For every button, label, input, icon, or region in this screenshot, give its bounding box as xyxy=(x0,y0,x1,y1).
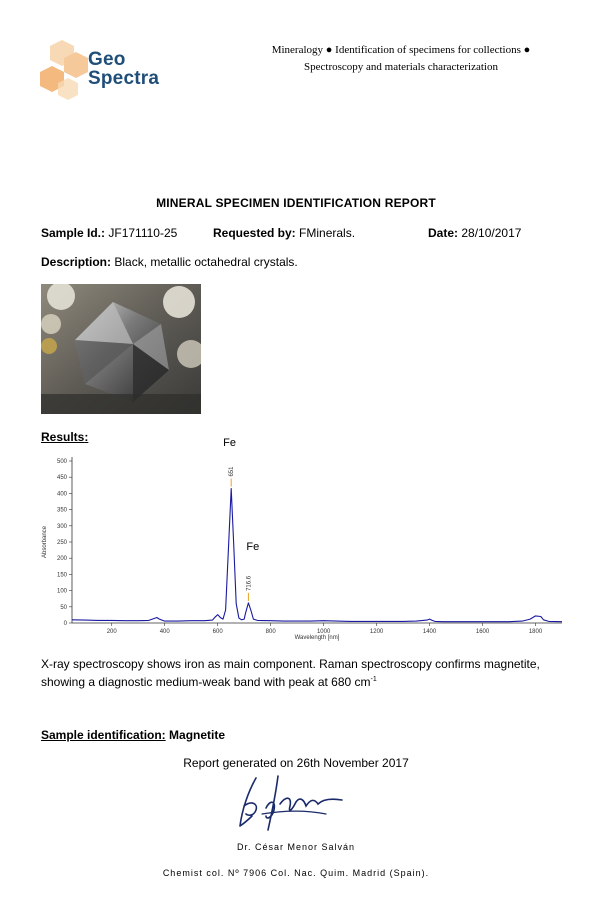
requested-by xyxy=(213,226,355,240)
company-tagline xyxy=(230,42,572,76)
x-tick-label: 200 xyxy=(106,629,117,635)
tagline-line-1: Mineralogy ● Identification of specimens for collections ● xyxy=(271,44,531,56)
y-tick-label: 0 xyxy=(63,621,67,627)
requested-by-label: Requested by: xyxy=(213,226,296,240)
paragraph-line-2 xyxy=(41,672,571,690)
logo-line-2: Spectra xyxy=(88,68,160,89)
sample-identification xyxy=(41,728,225,742)
x-tick-label: 1400 xyxy=(422,629,437,635)
sample-id xyxy=(41,226,177,240)
report-date xyxy=(428,226,521,240)
identification-label: Sample identification: xyxy=(41,728,166,742)
x-tick-label: 400 xyxy=(159,629,170,635)
results-paragraph xyxy=(41,656,571,690)
sample-id-value: JF171110-25 xyxy=(108,226,178,240)
y-tick-label: 50 xyxy=(60,604,67,611)
requested-by-value: FMinerals. xyxy=(299,226,356,240)
y-tick-label: 100 xyxy=(56,588,67,595)
y-tick-label: 300 xyxy=(56,523,67,530)
sample-id-label: Sample Id.: xyxy=(41,226,106,240)
signer-name: Dr. César Menor Salván xyxy=(236,842,356,852)
description xyxy=(41,255,298,269)
y-tick-label: 150 xyxy=(56,572,67,579)
x-tick-label: 600 xyxy=(212,629,223,635)
x-axis-label: Wavelength [nm] xyxy=(294,635,340,641)
wavenumber-exponent: -1 xyxy=(370,676,377,683)
date-label: Date: xyxy=(428,226,459,240)
report-generated: Report generated on 26th November 2017 xyxy=(183,756,409,770)
y-tick-label: 450 xyxy=(56,475,67,482)
y-tick-label: 200 xyxy=(56,556,67,563)
paragraph-line-2-text: showing a diagnostic medium-weak band with peak at 680 cm xyxy=(41,675,371,689)
signature xyxy=(226,770,366,834)
paragraph-line-1: X-ray spectroscopy shows iron as main component. Raman spectroscopy confirms magnetite, xyxy=(41,657,540,671)
element-annotation: Fe xyxy=(223,437,237,449)
spectrum-chart-svg xyxy=(36,432,566,647)
y-tick-label: 250 xyxy=(56,540,67,546)
peak-label: 716.6 xyxy=(246,575,253,591)
logo-wordmark xyxy=(88,50,159,88)
y-tick-label: 400 xyxy=(56,491,67,498)
date-value: 28/10/2017 xyxy=(461,226,522,240)
results-colon: : xyxy=(84,430,89,444)
tagline-line-2: Spectroscopy and materials characterization xyxy=(304,61,498,73)
logo-line-1: Geo xyxy=(88,49,126,70)
signature-icon xyxy=(226,770,366,834)
element-annotation: Fe xyxy=(246,541,260,553)
description-value: Black, metallic octahedral crystals. xyxy=(114,255,298,269)
geospectra-logo xyxy=(40,38,190,100)
x-tick-label: 1000 xyxy=(316,629,331,635)
identification-value: Magnetite xyxy=(169,728,226,742)
x-tick-label: 1200 xyxy=(369,629,384,635)
results-label: Results xyxy=(41,430,85,444)
spectrum-chart xyxy=(36,432,566,647)
y-tick-label: 350 xyxy=(56,507,67,514)
description-label: Description: xyxy=(41,255,112,269)
chemist-credential: Chemist col. Nº 7906 Col. Nac. Quim. Madrid (Spain). xyxy=(162,868,430,878)
y-axis-label: Absorbance xyxy=(42,525,48,559)
spectrum-line xyxy=(72,489,562,622)
x-tick-label: 800 xyxy=(265,629,276,635)
peak-label: 651 xyxy=(229,466,236,477)
report-title: MINERAL SPECIMEN IDENTIFICATION REPORT xyxy=(156,196,436,210)
x-tick-label: 1600 xyxy=(475,629,490,635)
y-tick-label: 500 xyxy=(56,459,67,465)
specimen-photo xyxy=(41,284,201,414)
x-tick-label: 1800 xyxy=(528,629,543,635)
